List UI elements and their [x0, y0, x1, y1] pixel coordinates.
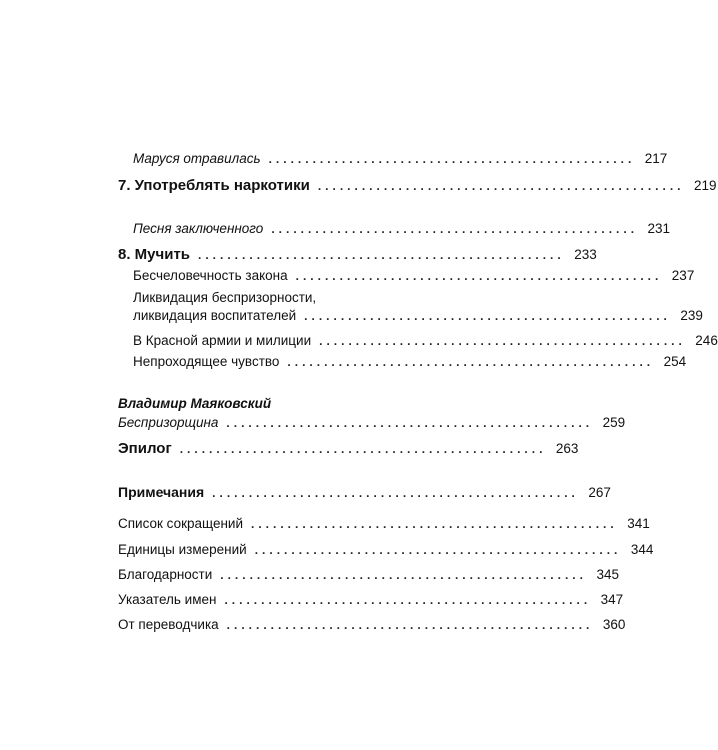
toc-chapter-title: 7. Употреблять наркотики — [118, 177, 310, 194]
dot-leader: .................................................. — [268, 152, 636, 166]
toc-entry-spisok-sokrashcheniy[interactable] — [118, 515, 650, 533]
toc-page-number: 254 — [663, 354, 687, 369]
dot-leader: .................................................. — [179, 442, 547, 456]
dot-leader: .................................................. — [254, 543, 622, 557]
toc-page-number: 345 — [596, 567, 619, 582]
toc-page-number: 259 — [602, 415, 626, 430]
toc-page-number: 231 — [647, 221, 671, 236]
toc-page-number: 233 — [574, 247, 597, 262]
toc-entry-label: Беспризорщина — [118, 415, 219, 430]
toc-entry-label: От переводчика — [118, 617, 219, 632]
toc-chapter-title: Примечания — [118, 484, 205, 500]
toc-entry-label: Список сокращений — [118, 516, 244, 531]
toc-page-number: 237 — [671, 268, 695, 283]
toc-entry-label: ликвидация воспитателей — [133, 308, 297, 323]
toc-chapter-title: Эпилог — [118, 440, 172, 457]
toc-page-number: 267 — [588, 485, 611, 500]
dot-leader: .................................................. — [317, 179, 685, 193]
toc-page-number: 246 — [695, 333, 718, 348]
dot-leader: .................................................. — [212, 486, 579, 500]
toc-entry-chapter-7[interactable] — [118, 177, 717, 195]
toc-page-number: 219 — [693, 178, 717, 193]
toc-entry-label: Указатель имен — [118, 592, 217, 607]
toc-entry-epilog[interactable] — [118, 440, 579, 458]
dot-leader: .................................................. — [304, 309, 671, 323]
toc-entry-edinitsy[interactable] — [118, 541, 654, 559]
toc-page-number: 239 — [680, 308, 703, 323]
toc-entry-ot-perevodchika[interactable] — [118, 616, 626, 634]
toc-entry-besprizorshchina[interactable] — [118, 414, 626, 432]
toc-page-number: 344 — [630, 542, 654, 557]
toc-entry-label: Единицы измерений — [118, 542, 247, 557]
toc-entry-label: Благодарности — [118, 567, 213, 582]
toc-chapter-title: 8. Мучить — [118, 246, 191, 263]
toc-entry-primechaniya[interactable] — [118, 483, 611, 502]
toc-entry-label: В Красной армии и милиции — [133, 333, 312, 348]
toc-entry-label: Маруся отравилась — [133, 151, 261, 166]
toc-page-number: 263 — [555, 441, 579, 456]
toc-entry-neprohodyashchee[interactable] — [133, 353, 687, 371]
dot-leader: .................................................. — [226, 618, 594, 632]
toc-author-heading: Владимир Маяковский — [118, 396, 272, 411]
dot-leader: .................................................. — [226, 416, 594, 430]
dot-leader: .................................................. — [220, 568, 587, 582]
toc-entry-likvidatsiya[interactable] — [133, 307, 703, 325]
dot-leader: .................................................. — [295, 269, 663, 283]
toc-page-number: 347 — [600, 592, 624, 607]
toc-entry-label: Песня заключенного — [133, 221, 264, 236]
toc-entry-ukazatel[interactable] — [118, 591, 624, 609]
toc-page-number: 341 — [627, 516, 650, 531]
toc-entry-marusya[interactable] — [133, 150, 668, 168]
toc-entry-blagodarnosti[interactable] — [118, 566, 619, 584]
dot-leader: .................................................. — [319, 334, 686, 348]
toc-page-number: 360 — [602, 617, 626, 632]
dot-leader: .................................................. — [251, 517, 618, 531]
toc-entry-pesnya[interactable] — [133, 220, 671, 238]
toc-page-number: 217 — [644, 151, 668, 166]
dot-leader: .................................................. — [198, 248, 565, 262]
dot-leader: .................................................. — [224, 593, 592, 607]
dot-leader: .................................................. — [271, 222, 639, 236]
toc-entry-likvidatsiya-line1[interactable]: Ликвидация беспризорности, — [133, 290, 317, 305]
toc-entry-beschelovechnost[interactable] — [133, 267, 695, 285]
dot-leader: .................................................. — [287, 355, 655, 369]
toc-entry-label: Бесчеловечность закона — [133, 268, 288, 283]
toc-entry-chapter-8[interactable] — [118, 246, 597, 264]
toc-entry-krasnaya-armiya[interactable] — [133, 332, 718, 350]
toc-entry-label: Непроходящее чувство — [133, 354, 280, 369]
